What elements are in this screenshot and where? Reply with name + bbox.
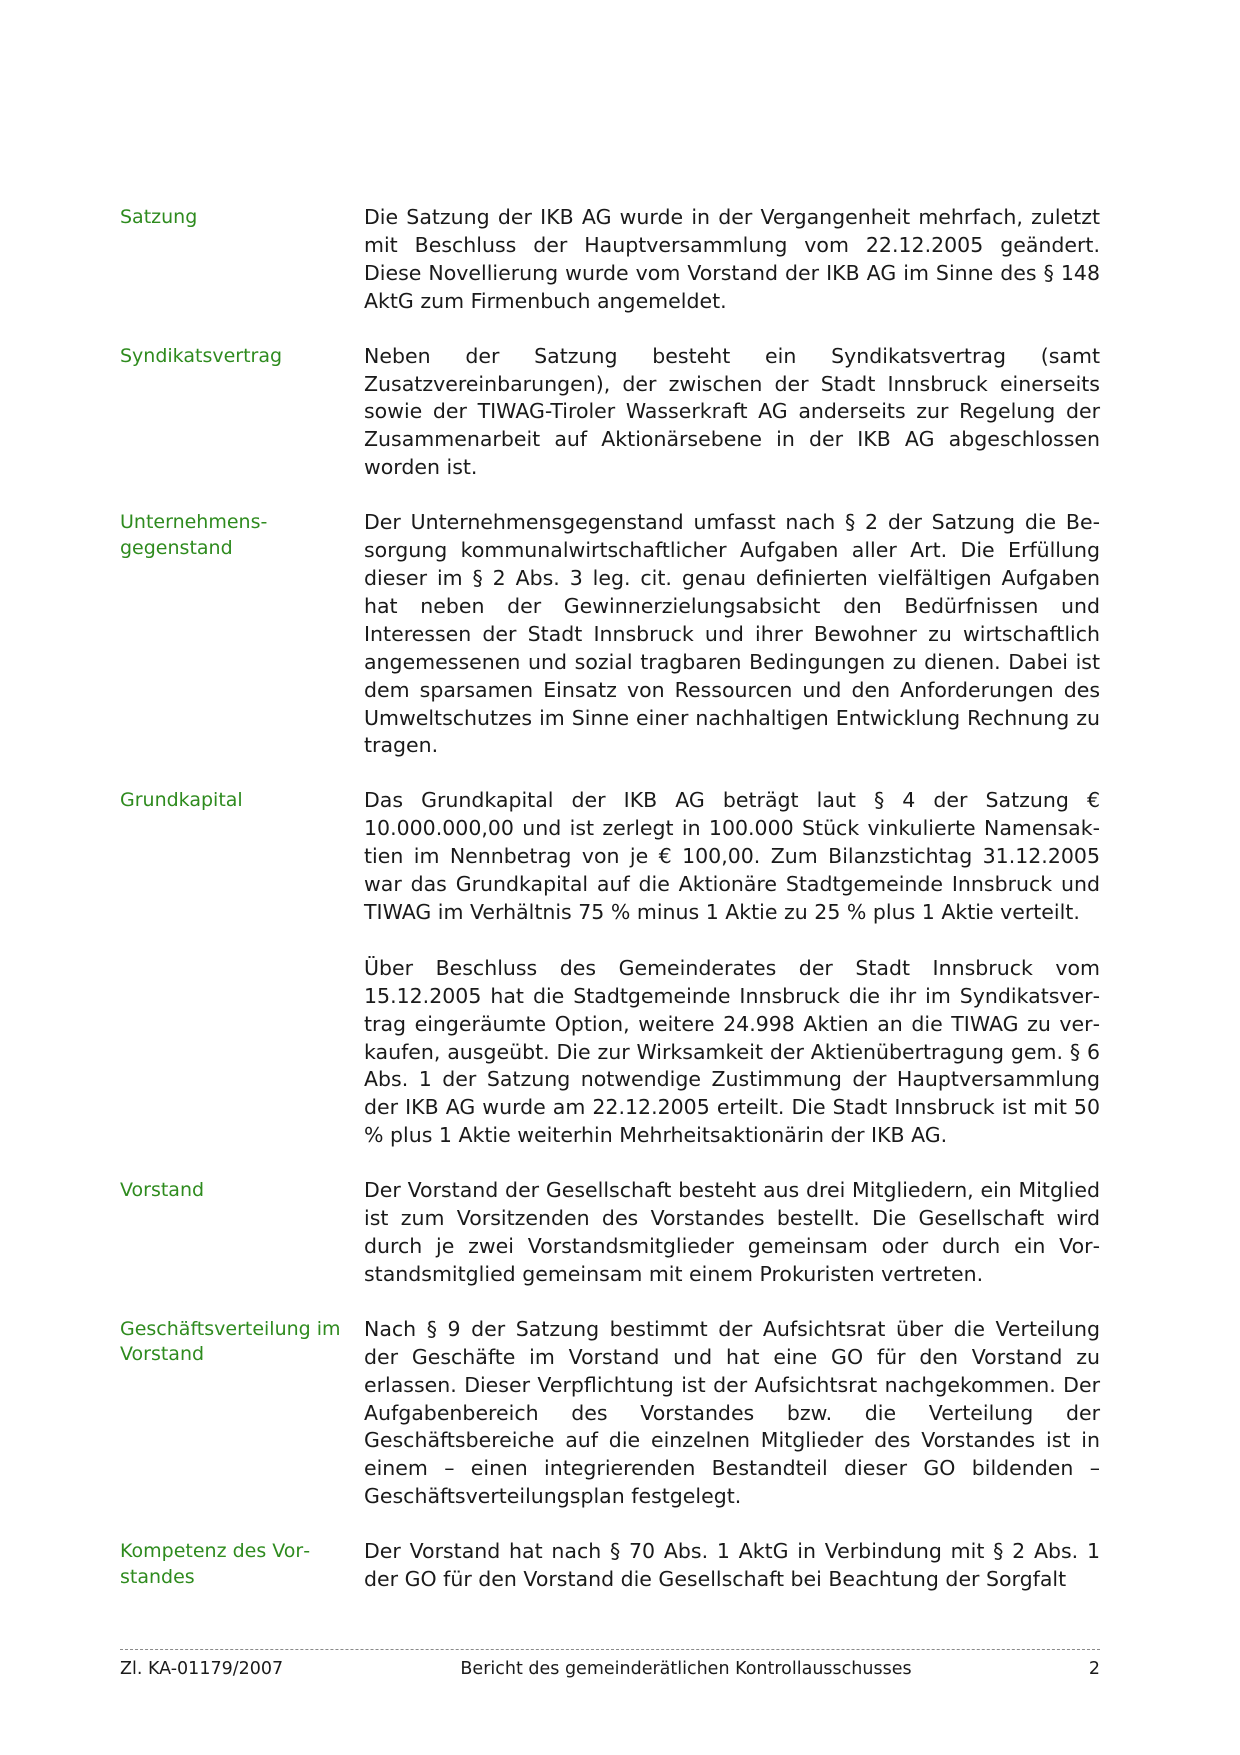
paragraph: Neben der Satzung besteht ein Syndikatsvertrag (samt Zusatzvereinbarungen), der zwischen der Stadt Innsbruck einerseits sowie der TIWAG-Tiroler Wasserkraft AG anderseits zur Regelung der Zusammenarbeit auf Aktionärsebene in der IKB AG abgeschlossen worden ist. — [364, 343, 1100, 480]
report-body — [120, 204, 1100, 1621]
margin-heading: Vorstand — [120, 1179, 205, 1202]
section-text — [364, 1316, 1100, 1511]
margin-heading: Grundkapital — [120, 789, 243, 812]
page-number: 2 — [1088, 1659, 1100, 1679]
paragraph: Der Vorstand hat nach § 70 Abs. 1 AktG in Verbindung mit § 2 Abs. 1 der GO für den Vorstand die Gesellschaft bei Beachtung der Sorgfalt — [364, 1539, 1100, 1592]
section-text — [364, 1538, 1100, 1594]
paragraph: Die Satzung der IKB AG wurde in der Vergangenheit mehrfach, zuletzt mit Beschluss der Hauptversammlung vom 22.12.2005 geändert. Diese Novellierung wurde vom Vorstand der IKB AG im Sinne des § 148 AktG zum Firmenbuch angemeldet. — [364, 205, 1100, 313]
section-text — [364, 204, 1100, 316]
section-text — [364, 1177, 1100, 1289]
page-footer — [120, 1649, 1100, 1680]
paragraph: Der Vorstand der Gesellschaft besteht aus drei Mitgliedern, ein Mitglied ist zum Vorsitzenden des Vorstandes bestellt. Die Gesellschaft wird durch je zwei Vorstandsmitglieder gemeinsam oder durch ein Vorstandsmitglied gemeinsam mit einem Prokuristen vertreten. — [364, 1178, 1100, 1286]
paragraph: Das Grundkapital der IKB AG beträgt laut § 4 der Satzung € 10.000.000,00 und ist zerlegt in 100.000 Stück vinkulierte Namensaktien im Nennbetrag von je € 100,00. Zum Bilanzstichtag 31.12.2005 war das Grundkapital auf die Aktionäre Stadtgemeinde Innsbruck und TIWAG im Verhältnis 75 % minus 1 Aktie zu 25 % plus 1 Aktie verteilt. — [364, 788, 1100, 924]
section-text — [364, 787, 1100, 1150]
margin-heading: Kompetenz des Vorstandes — [120, 1540, 311, 1588]
section-text — [364, 343, 1100, 483]
section-unternehmensgegenstand — [120, 509, 1100, 760]
section-satzung — [120, 204, 1100, 316]
margin-heading: Satzung — [120, 206, 198, 228]
paragraph: Über Beschluss des Gemeinderates der Stadt Innsbruck vom 15.12.2005 hat die Stadtgemeinde Innsbruck die ihr im Syndikatsvertrag eingeräumte Option, weitere 24.998 Aktien an die TIWAG zu verkaufen, ausgeübt. Die zur Wirksamkeit der Aktienübertragung gem. § 6 Abs. 1 der Satzung notwendige Zustimmung der Hauptversammlung der IKB AG wurde am 22.12.2005 erteilt. Die Stadt Innsbruck ist mit 50 % plus 1 Aktie weiterhin Mehrheitsaktionärin der IKB AG. — [364, 955, 1100, 1148]
section-grundkapital — [120, 787, 1100, 1150]
section-vorstand — [120, 1177, 1100, 1289]
section-syndikatsvertrag — [120, 343, 1100, 483]
paragraph: Nach § 9 der Satzung bestimmt der Aufsichtsrat über die Verteilung der Geschäfte im Vorstand und hat eine GO für den Vorstand zu erlassen. Dieser Verpflichtung ist der Aufsichtsrat nachgekommen. Der Aufgabenbereich des Vorstandes bzw. die Verteilung der Geschäftsbereiche auf die einzelnen Mitglieder des Vorstandes ist in einem – einen integrierenden Bestandteil dieser GO bildenden – Geschäftsverteilungsplan festgelegt. — [364, 1316, 1100, 1509]
section-text — [364, 509, 1100, 760]
section-kompetenz — [120, 1538, 1100, 1594]
margin-heading: Geschäftsverteilung im Vorstand — [120, 1317, 341, 1366]
paragraph: Der Unternehmensgegenstand umfasst nach § 2 der Satzung die Besorgung kommunalwirtschaftlicher Aufgaben aller Art. Die Erfüllung dieser im § 2 Abs. 3 leg. cit. genau definierten vielfältigen Aufgaben hat neben der Gewinnerzielungsabsicht den Bedürfnissen und Interessen der Stadt Innsbruck und ihrer Bewohner zu wirtschaftlich angemessenen und sozial tragbaren Bedingungen zu dienen. Dabei ist dem sparsamen Einsatz von Ressourcen und den Anforderungen des Umweltschutzes im Sinne einer nachhaltigen Entwicklung Rechnung zu tragen. — [364, 510, 1100, 758]
footer-title: Bericht des gemeinderätlichen Kontrollausschusses — [460, 1659, 912, 1679]
margin-heading: Unternehmensgegenstand — [120, 511, 268, 559]
section-geschaeftsverteilung — [120, 1316, 1100, 1511]
margin-heading: Syndikatsvertrag — [120, 344, 283, 367]
footer-reference: Zl. KA-01179/2007 — [120, 1659, 284, 1679]
